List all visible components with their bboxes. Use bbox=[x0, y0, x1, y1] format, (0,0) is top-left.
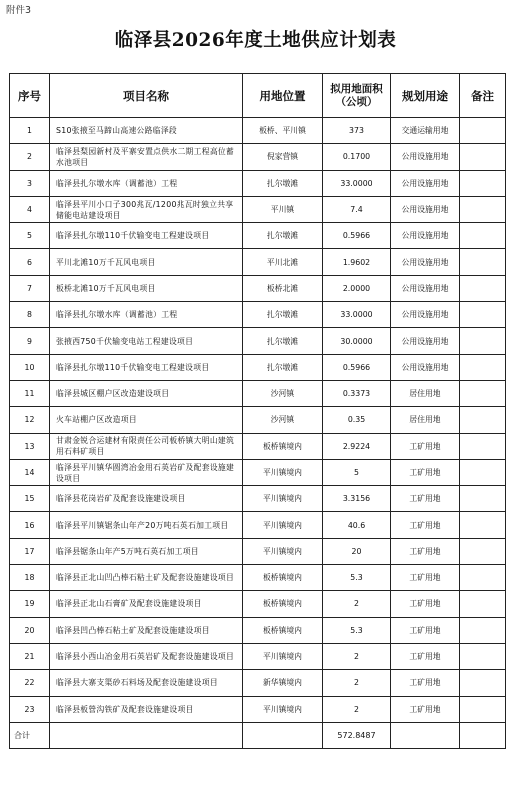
table-row bbox=[10, 275, 506, 301]
table-row bbox=[10, 118, 506, 144]
cell-project-name: 临泽县锯条山年产5万吨石英石加工项目 bbox=[50, 538, 243, 564]
table-header-row bbox=[10, 74, 506, 118]
table-row bbox=[10, 380, 506, 406]
cell-area: 0.5966 bbox=[323, 354, 391, 380]
cell-usage: 工矿用地 bbox=[391, 617, 460, 643]
cell-location: 平川镇境内 bbox=[243, 512, 323, 538]
table-row bbox=[10, 591, 506, 617]
cell-usage: 公用设施用地 bbox=[391, 249, 460, 275]
cell-location: 平川镇境内 bbox=[243, 538, 323, 564]
header-remark: 备注 bbox=[460, 74, 506, 118]
header-usage: 规划用途 bbox=[391, 74, 460, 118]
cell-remark bbox=[460, 380, 506, 406]
cell-location: 平川镇境内 bbox=[243, 696, 323, 722]
cell-project-name: S10张掖至马蹄山高速公路临泽段 bbox=[50, 118, 243, 144]
table-row bbox=[10, 223, 506, 249]
cell-project-name: 临泽县凹凸棒石粘土矿及配套设施建设项目 bbox=[50, 617, 243, 643]
cell-usage: 工矿用地 bbox=[391, 459, 460, 485]
cell-area: 0.3373 bbox=[323, 380, 391, 406]
cell-index: 2 bbox=[10, 144, 50, 170]
cell-project-name: 临泽县平川小口子300兆瓦/1200兆瓦时独立共享储能电站建设项目 bbox=[50, 196, 243, 222]
cell-remark bbox=[460, 512, 506, 538]
table-body bbox=[10, 118, 506, 723]
total-label: 合计 bbox=[10, 722, 50, 748]
cell-area: 2.9224 bbox=[323, 433, 391, 459]
cell-remark bbox=[460, 591, 506, 617]
cell-remark bbox=[460, 170, 506, 196]
table-row bbox=[10, 696, 506, 722]
cell-index: 5 bbox=[10, 223, 50, 249]
cell-usage: 公用设施用地 bbox=[391, 223, 460, 249]
cell-location: 平川镇 bbox=[243, 196, 323, 222]
table-row bbox=[10, 538, 506, 564]
cell-project-name: 临泽县平川镇华圆湾冶金用石英岩矿及配套设施建设项目 bbox=[50, 459, 243, 485]
cell-project-name: 临泽县正北山凹凸棒石粘土矿及配套设施建设项目 bbox=[50, 565, 243, 591]
cell-area: 5 bbox=[323, 459, 391, 485]
table-row bbox=[10, 354, 506, 380]
cell-remark bbox=[460, 223, 506, 249]
cell-index: 18 bbox=[10, 565, 50, 591]
cell-project-name: 临泽县城区棚户区改造建设项目 bbox=[50, 380, 243, 406]
cell-usage: 工矿用地 bbox=[391, 433, 460, 459]
cell-usage: 工矿用地 bbox=[391, 643, 460, 669]
cell-area: 3.3156 bbox=[323, 486, 391, 512]
cell-project-name: 火车站棚户区改造项目 bbox=[50, 407, 243, 433]
cell-area: 0.35 bbox=[323, 407, 391, 433]
cell-location: 新华镇境内 bbox=[243, 670, 323, 696]
cell-index: 16 bbox=[10, 512, 50, 538]
total-row bbox=[10, 722, 506, 748]
cell-project-name: 临泽县板營沟铁矿及配套设施建设项目 bbox=[50, 696, 243, 722]
cell-index: 9 bbox=[10, 328, 50, 354]
cell-index: 1 bbox=[10, 118, 50, 144]
cell-usage: 公用设施用地 bbox=[391, 354, 460, 380]
cell-location: 平川镇境内 bbox=[243, 643, 323, 669]
cell-area: 33.0000 bbox=[323, 302, 391, 328]
cell-usage: 工矿用地 bbox=[391, 486, 460, 512]
table-row bbox=[10, 144, 506, 170]
header-location: 用地位置 bbox=[243, 74, 323, 118]
cell-location: 板桥镇境内 bbox=[243, 433, 323, 459]
cell-usage: 公用设施用地 bbox=[391, 196, 460, 222]
cell-index: 19 bbox=[10, 591, 50, 617]
cell-usage: 工矿用地 bbox=[391, 591, 460, 617]
table-row bbox=[10, 328, 506, 354]
cell-index: 11 bbox=[10, 380, 50, 406]
cell-remark bbox=[460, 249, 506, 275]
cell-index: 22 bbox=[10, 670, 50, 696]
cell-project-name: 临泽县梨园新村及平寨安置点供水二期工程高位蓄水池项目 bbox=[50, 144, 243, 170]
header-name: 项目名称 bbox=[50, 74, 243, 118]
cell-area: 40.6 bbox=[323, 512, 391, 538]
cell-area: 2 bbox=[323, 643, 391, 669]
cell-location: 沙河镇 bbox=[243, 407, 323, 433]
cell-index: 3 bbox=[10, 170, 50, 196]
cell-project-name: 平川北滩10万千瓦风电项目 bbox=[50, 249, 243, 275]
cell-location: 扎尔墩滩 bbox=[243, 170, 323, 196]
cell-index: 21 bbox=[10, 643, 50, 669]
cell-area: 20 bbox=[323, 538, 391, 564]
cell-remark bbox=[460, 407, 506, 433]
table-row bbox=[10, 196, 506, 222]
cell-area: 2 bbox=[323, 591, 391, 617]
table-row bbox=[10, 249, 506, 275]
cell-index: 14 bbox=[10, 459, 50, 485]
cell-location: 平川北滩 bbox=[243, 249, 323, 275]
cell-remark bbox=[460, 486, 506, 512]
cell-remark bbox=[460, 565, 506, 591]
table-row bbox=[10, 407, 506, 433]
land-supply-table bbox=[9, 73, 506, 749]
cell-usage: 公用设施用地 bbox=[391, 328, 460, 354]
cell-project-name: 临泽县正北山石膏矿及配套设施建设项目 bbox=[50, 591, 243, 617]
cell-index: 4 bbox=[10, 196, 50, 222]
cell-remark bbox=[460, 196, 506, 222]
cell-project-name: 张掖西750千伏输变电站工程建设项目 bbox=[50, 328, 243, 354]
cell-location: 板桥镇境内 bbox=[243, 565, 323, 591]
cell-remark bbox=[460, 459, 506, 485]
page-title: 临泽县2026年度土地供应计划表 bbox=[114, 30, 397, 51]
cell-index: 12 bbox=[10, 407, 50, 433]
cell-remark bbox=[460, 670, 506, 696]
total-empty-cell bbox=[243, 722, 323, 748]
cell-location: 板桥镇境内 bbox=[243, 617, 323, 643]
cell-remark bbox=[460, 354, 506, 380]
cell-location: 沙河镇 bbox=[243, 380, 323, 406]
attachment-label: 附件3 bbox=[6, 5, 32, 16]
cell-project-name: 甘肃金锐合运建材有限责任公司板桥镇大明山建筑用石料矿项目 bbox=[50, 433, 243, 459]
cell-index: 10 bbox=[10, 354, 50, 380]
cell-area: 0.5966 bbox=[323, 223, 391, 249]
cell-remark bbox=[460, 118, 506, 144]
cell-area: 2 bbox=[323, 670, 391, 696]
cell-usage: 公用设施用地 bbox=[391, 302, 460, 328]
cell-usage: 工矿用地 bbox=[391, 538, 460, 564]
cell-location: 板桥镇境内 bbox=[243, 591, 323, 617]
cell-area: 0.1700 bbox=[323, 144, 391, 170]
cell-area: 30.0000 bbox=[323, 328, 391, 354]
cell-location: 平川镇境内 bbox=[243, 486, 323, 512]
table-row bbox=[10, 486, 506, 512]
cell-area: 33.0000 bbox=[323, 170, 391, 196]
table-row bbox=[10, 643, 506, 669]
cell-usage: 公用设施用地 bbox=[391, 170, 460, 196]
cell-location: 倪家营镇 bbox=[243, 144, 323, 170]
cell-remark bbox=[460, 275, 506, 301]
cell-area: 1.9602 bbox=[323, 249, 391, 275]
cell-location: 扎尔墩滩 bbox=[243, 328, 323, 354]
cell-remark bbox=[460, 538, 506, 564]
cell-location: 扎尔墩滩 bbox=[243, 302, 323, 328]
cell-project-name: 临泽县小西山冶金用石英岩矿及配套设施建设项目 bbox=[50, 643, 243, 669]
cell-project-name: 板桥北滩10万千瓦风电项目 bbox=[50, 275, 243, 301]
total-area: 572.8487 bbox=[323, 722, 391, 748]
cell-remark bbox=[460, 328, 506, 354]
cell-index: 20 bbox=[10, 617, 50, 643]
cell-project-name: 临泽县扎尔墩110千伏输变电工程建设项目 bbox=[50, 223, 243, 249]
cell-usage: 公用设施用地 bbox=[391, 144, 460, 170]
cell-project-name: 临泽县大寨支渠砂石料场及配套设施建设项目 bbox=[50, 670, 243, 696]
cell-usage: 交通运输用地 bbox=[391, 118, 460, 144]
table-row bbox=[10, 170, 506, 196]
table-row bbox=[10, 302, 506, 328]
cell-project-name: 临泽县扎尔墩110千伏输变电工程建设项目 bbox=[50, 354, 243, 380]
cell-location: 平川镇境内 bbox=[243, 459, 323, 485]
cell-usage: 工矿用地 bbox=[391, 565, 460, 591]
cell-project-name: 临泽县花岗岩矿及配套设施建设项目 bbox=[50, 486, 243, 512]
table-row bbox=[10, 459, 506, 485]
cell-location: 扎尔墩滩 bbox=[243, 223, 323, 249]
cell-usage: 工矿用地 bbox=[391, 670, 460, 696]
cell-project-name: 临泽县平川镇锯条山年产20万吨石英石加工项目 bbox=[50, 512, 243, 538]
cell-usage: 工矿用地 bbox=[391, 512, 460, 538]
cell-index: 7 bbox=[10, 275, 50, 301]
table-row bbox=[10, 617, 506, 643]
cell-usage: 居住用地 bbox=[391, 407, 460, 433]
cell-remark bbox=[460, 433, 506, 459]
cell-remark bbox=[460, 643, 506, 669]
total-empty-cell bbox=[460, 722, 506, 748]
cell-index: 13 bbox=[10, 433, 50, 459]
cell-remark bbox=[460, 617, 506, 643]
cell-location: 扎尔墩滩 bbox=[243, 354, 323, 380]
header-index: 序号 bbox=[10, 74, 50, 118]
cell-usage: 居住用地 bbox=[391, 380, 460, 406]
cell-location: 板桥、平川镇 bbox=[243, 118, 323, 144]
table-row bbox=[10, 433, 506, 459]
cell-area: 5.3 bbox=[323, 617, 391, 643]
cell-area: 5.3 bbox=[323, 565, 391, 591]
cell-location: 板桥北滩 bbox=[243, 275, 323, 301]
cell-area: 7.4 bbox=[323, 196, 391, 222]
cell-index: 8 bbox=[10, 302, 50, 328]
total-empty-cell bbox=[50, 722, 243, 748]
table-row bbox=[10, 512, 506, 538]
header-area: 拟用地面积（公顷） bbox=[323, 74, 391, 118]
table-row bbox=[10, 565, 506, 591]
cell-index: 15 bbox=[10, 486, 50, 512]
cell-index: 17 bbox=[10, 538, 50, 564]
cell-project-name: 临泽县扎尔墩水库（调蓄池）工程 bbox=[50, 170, 243, 196]
cell-area: 2.0000 bbox=[323, 275, 391, 301]
cell-area: 2 bbox=[323, 696, 391, 722]
table-row bbox=[10, 670, 506, 696]
cell-usage: 工矿用地 bbox=[391, 696, 460, 722]
cell-index: 23 bbox=[10, 696, 50, 722]
cell-index: 6 bbox=[10, 249, 50, 275]
cell-remark bbox=[460, 302, 506, 328]
cell-usage: 公用设施用地 bbox=[391, 275, 460, 301]
cell-remark bbox=[460, 144, 506, 170]
cell-project-name: 临泽县扎尔墩水库（调蓄池）工程 bbox=[50, 302, 243, 328]
cell-area: 373 bbox=[323, 118, 391, 144]
total-empty-cell bbox=[391, 722, 460, 748]
cell-remark bbox=[460, 696, 506, 722]
